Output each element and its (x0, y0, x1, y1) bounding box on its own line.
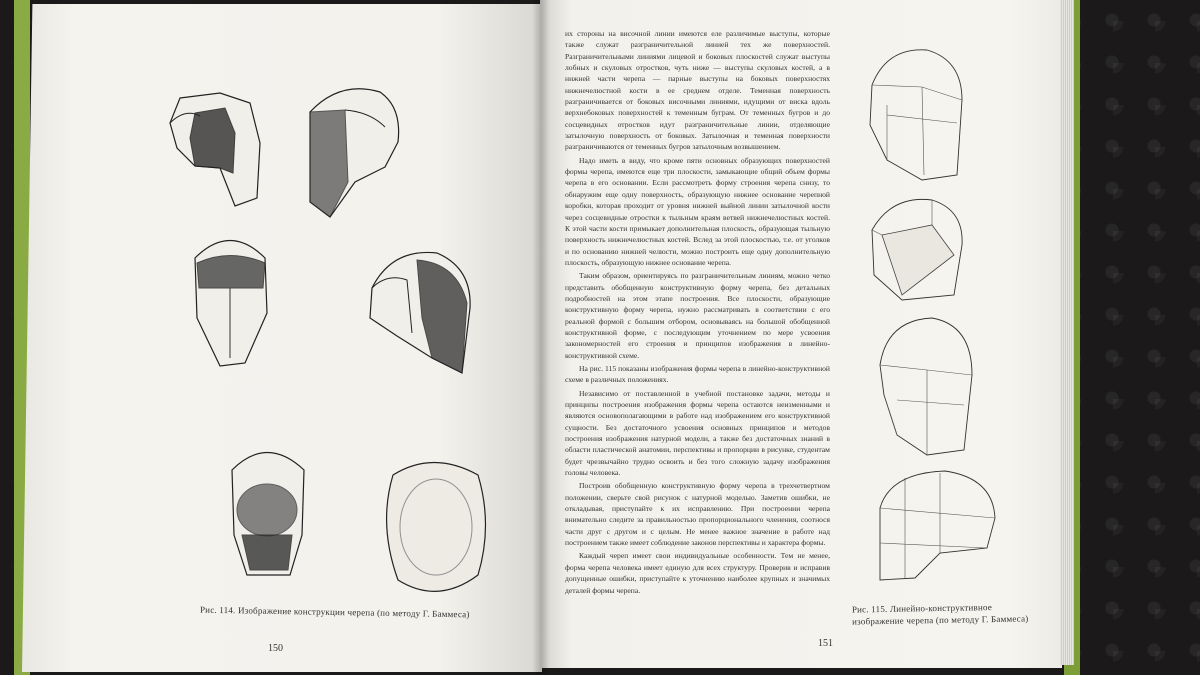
right-page-number: 151 (818, 638, 833, 649)
page-edges (1060, 0, 1074, 665)
figure-114-caption: Рис. 114. Изображение конструкции черепа (по методу Г. Баммеса) (199, 604, 470, 620)
paragraph-6: Построив обобщенную конструктивную форму черепа в трехчетвертном положении, сверьте свой рисунок с натурной моделью. Заметив ошибки, не откладывая, приступайте к их исправлению. При построении черепа внимательно следите за правильностью пропорционального членения, соотнося части друг с другом и с целым. Не менее важное значение в работе над построением также имеет соблюдение законов перспективы и характера формы. (565, 481, 830, 548)
linear-skull-drawing-2 (862, 195, 967, 305)
linear-skull-drawing-1 (862, 45, 967, 185)
skull-drawing-middle-right (362, 248, 477, 378)
figure-115-caption-line2: изображение черепа (по методу Г. Баммеса) (852, 613, 1029, 627)
paragraph-5: Независимо от поставленной в учебной постановке задачи, методы и принципы построения изображения формы черепа остаются неизменными и являются основополагающими в работе над изображением его конструктивной сущности. Без достаточного усвоения основных принципов и методов построения изображения натурной модели, а также без достаточных знаний в области пластической анатомии, перспективы и пропорции в рисунке, студентам будет чрезвычайно трудно освоить и без того сложную задачу изображения головы человека. (565, 388, 830, 478)
skull-drawing-middle-left (185, 228, 275, 368)
paragraph-1: их стороны на височной линии имеются еле различимые выступы, которые также служат разграничительной линией тех же поверхностей. Разграничительными линиями лицевой и боковых плоскостей служат выступы лобных и скуловых отростков, чуть ниже — выступы скуловых костей, а в нижней части черепа — парные выступы на боковых поверхностях нижнечелюстной кости в ее среднем отделе. Теменная поверхность разграничивается от боковых височными линиями, идущими от виска вдоль верхнебоковых поверхностей к теменным буграм. От теменных бугров и до сосцевидных отростков идут разграничительные линии, отделяющие затылочную поверхность от боковых. Затылочная и теменная поверхности разграничиваются от теменных бугров затылочным возвышением. (565, 29, 830, 152)
linear-skull-drawing-3 (872, 315, 977, 460)
skull-drawing-top-right (300, 82, 405, 222)
paragraph-3: Таким образом, ориентируясь по разграничительным линиям, можно четко представить обобщенную конструктивную форму черепа, без детальных подробностей на этом этапе построения. Все плоскости, образующие конструктивную форму черепа, нужно рассматривать в соответствии с его реальной формой с большим отбором, основываясь на большой обобщенной конструктивной форме, с последующим уточнением по мере усвоения закономерностей его строения и принципов изображения в линейно-конструктивной схеме. (565, 271, 830, 360)
body-text (565, 28, 830, 596)
figure-115-caption (852, 600, 1029, 627)
paragraph-4: На рис. 115 показаны изображения формы черепа в линейно-конструктивной схеме в различных положениях. (565, 363, 830, 385)
skull-drawing-bottom-left (222, 440, 312, 580)
skull-drawing-top-left (165, 88, 265, 208)
linear-skull-drawing-4 (875, 468, 1000, 588)
left-page-number: 150 (268, 643, 283, 654)
book-gutter (532, 0, 550, 675)
figure-115-caption-line1: Рис. 115. Линейно-конструктивное (851, 602, 993, 615)
paragraph-2: Надо иметь в виду, что кроме пяти основных образующих поверхностей формы черепа, имеются еще три плоскости, замыкающие общий объем формы черепа в его основании. Если рассмотреть форму строения черепа снизу, то обнаружим еще одну поверхность, образующую нижнее основание черепной коробки, которая проходит от уровня нижней выйной линии затылочной кости через сосцевидные отростки к тыльным краям ветвей нижнечелюстных костей. К этой части кости примыкает дополнительная плоскость, образующая тыльную поверхность нижнечелюстных костей. Вслед за этой плоскостью, т.е. от уголков и по основанию нижней челюсти, можно построить еще одну дополнительную плоскость, образующую нижнее основание черепа. (565, 155, 830, 267)
skull-drawing-bottom-right (378, 455, 493, 600)
paragraph-7: Каждый череп имеет свои индивидуальные особенности. Тем не менее, форма черепа человека имеет единую для всех структуру. Проверив и исправив допущенные ошибки, приступайте к уточнению наиболее крупных и значимых деталей формы черепа. (565, 551, 830, 595)
